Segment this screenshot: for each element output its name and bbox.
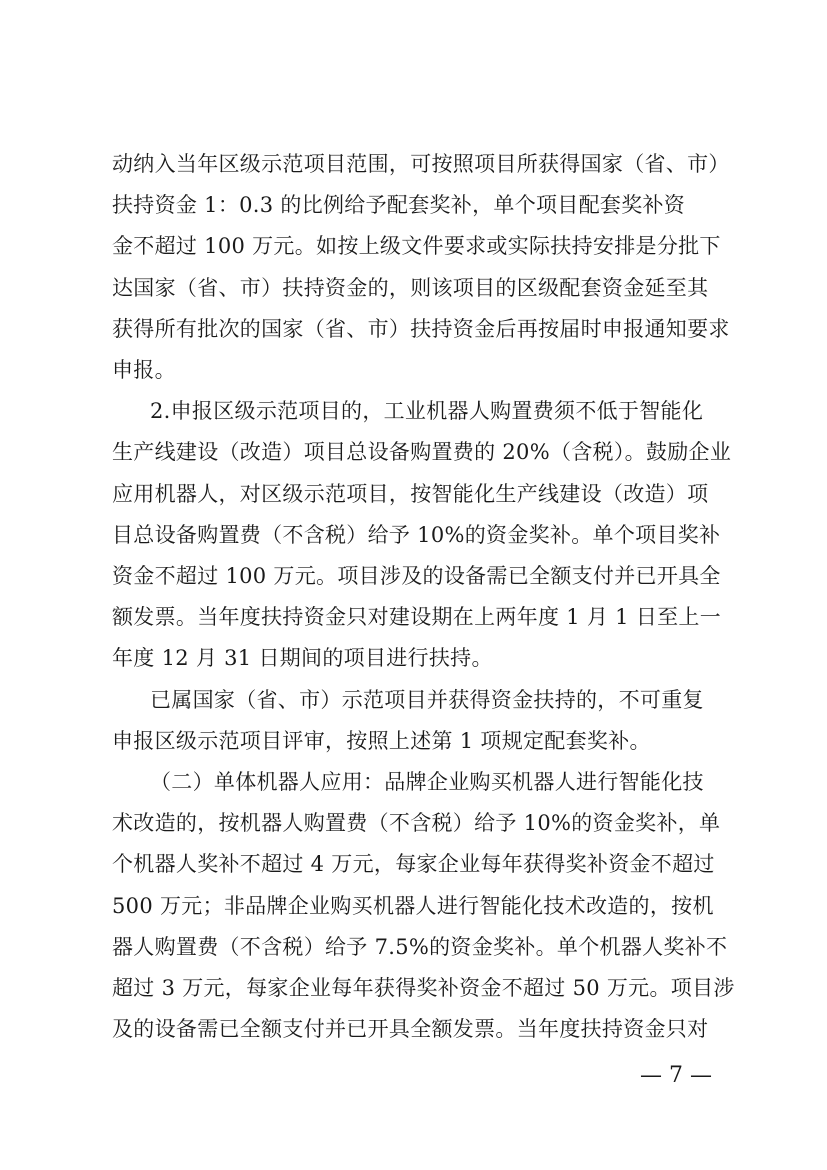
body-text-line: 术改造的，按机器人购置费（不含税）给予 10%的资金奖补，单 [112, 811, 721, 836]
body-text-line: 申报区级示范项目评审，按照上述第 1 项规定配套奖补。 [112, 728, 651, 753]
body-text-line: 资金不超过 100 万元。项目涉及的设备需已全额支付并已开具全 [112, 564, 721, 588]
section-two-first-line: （二）单体机器人应用：品牌企业购买机器人进行智能化技 [150, 770, 704, 794]
body-text-line: 生产线建设（改造）项目总设备购置费的 20%（含税）。鼓励企业 [112, 440, 732, 465]
body-text-line: 申报。 [112, 358, 176, 382]
body-text-line: 超过 3 万元，每家企业每年获得奖补资金不超过 50 万元。项目涉 [112, 976, 735, 1000]
body-text-line: 年度 12 月 31 日期间的项目进行扶持。 [112, 646, 493, 671]
body-text-line: 动纳入当年区级示范项目范围，可按照项目所获得国家（省、市） [112, 152, 730, 176]
body-text-line: 500 万元；非品牌企业购买机器人进行智能化技术改造的，按机 [112, 893, 714, 918]
paragraph-2-first-line: 2.申报区级示范项目的，工业机器人购置费须不低于智能化 [150, 399, 704, 424]
body-text-line: 扶持资金 1：0.3 的比例给予配套奖补，单个项目配套奖补资 [112, 193, 686, 218]
body-text-line: 及的设备需已全额支付并已开具全额发票。当年度扶持资金只对 [112, 1017, 709, 1042]
body-text-line: 获得所有批次的国家（省、市）扶持资金后再按届时申报通知要求 [112, 316, 730, 341]
body-text-line: 个机器人奖补不超过 4 万元，每家企业每年获得奖补资金不超过 [112, 852, 715, 877]
body-text-line: 达国家（省、市）扶持资金的，则该项目的区级配套资金延至其 [112, 275, 709, 300]
body-text-line: 器人购置费（不含税）给予 7.5%的资金奖补。单个机器人奖补不 [112, 934, 728, 959]
page-number: — 7 — [640, 1063, 712, 1088]
body-text-line: 额发票。当年度扶持资金只对建设期在上两年度 1 月 1 日至上一 [112, 605, 722, 630]
paragraph-3-first-line: 已属国家（省、市）示范项目并获得资金扶持的，不可重复 [150, 687, 704, 712]
body-text-line: 应用机器人，对区级示范项目，按智能化生产线建设（改造）项 [112, 481, 709, 506]
body-text-line: 目总设备购置费（不含税）给予 10%的资金奖补。单个项目奖补 [112, 522, 721, 547]
body-text-line: 金不超过 100 万元。如按上级文件要求或实际扶持安排是分批下 [112, 234, 721, 259]
